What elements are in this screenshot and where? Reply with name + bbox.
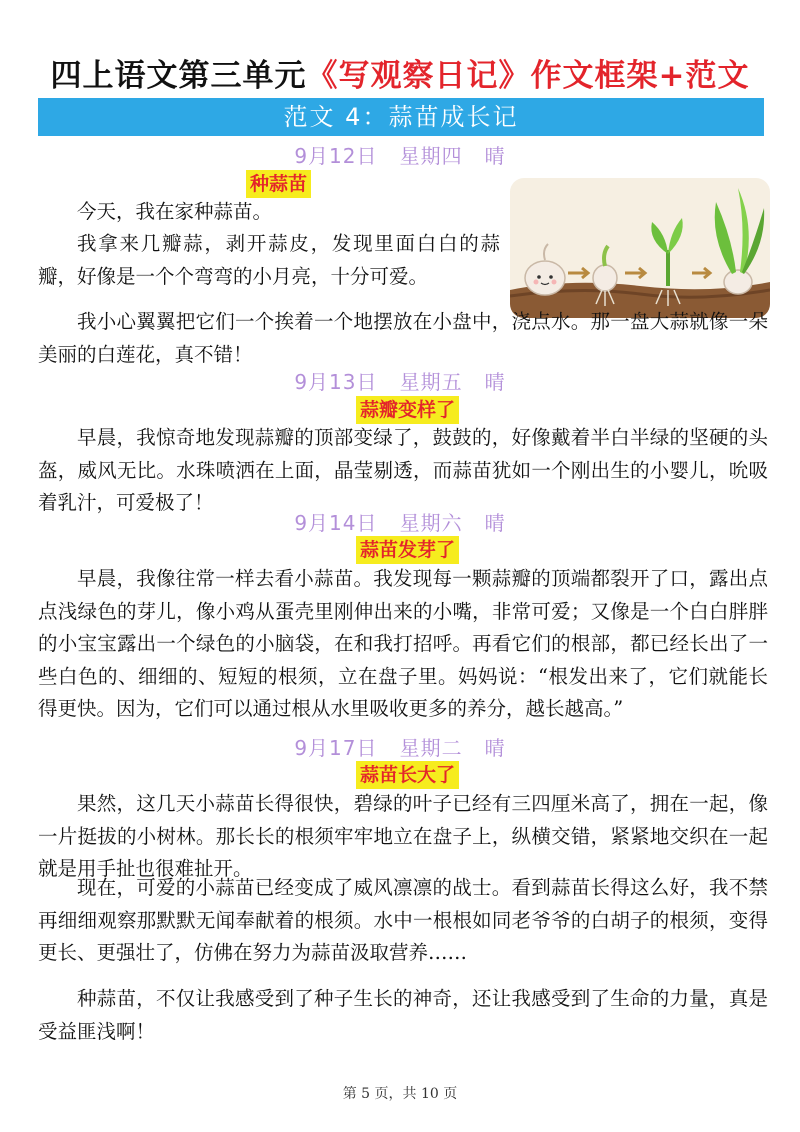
title-part-2: 《写观察日记》: [306, 58, 531, 94]
paragraph: 今天，我在家种蒜苗。: [77, 200, 273, 223]
paragraph: 现在，可爱的小蒜苗已经变成了威风凛凛的战士。看到蒜苗长得这么好，我不禁再细细观察那默默无闻奉献着的根须。水中一根根如同老爷爷的白胡子的根须，变得更长、更强壮了，仿佛在努力为蒜苗汲取营养……: [38, 876, 768, 964]
paragraph: 果然，这几天小蒜苗长得很快，碧绿的叶子已经有三四厘米高了，拥在一起，像一片挺拔的小树林。那长长的根须牢牢地立在盘子上，纵横交错，紧紧地交织在一起就是用手扯也很难扯开。: [38, 792, 768, 880]
entry-date: 9月17日 星期二 晴: [294, 736, 506, 760]
paragraph: 我拿来几瓣蒜，剥开蒜皮，发现里面白白的蒜瓣，好像是一个个弯弯的小月亮，十分可爱。: [38, 232, 500, 288]
entry-heading: 蒜苗发芽了: [356, 536, 459, 564]
entry-heading: 蒜苗长大了: [356, 761, 459, 789]
entry-date: 9月14日 星期六 晴: [294, 511, 506, 535]
title-part-1: 四上语文第三单元: [50, 58, 307, 94]
entry-heading: 种蒜苗: [246, 170, 311, 198]
entry-date: 9月12日 星期四 晴: [294, 144, 506, 168]
page-title: [0, 50, 800, 95]
paragraph: 种蒜苗，不仅让我感受到了种子生长的神奇，还让我感受到了生命的力量，真是受益匪浅啊！: [38, 987, 768, 1043]
paragraph: 早晨，我像往常一样去看小蒜苗。我发现每一颗蒜瓣的顶端都裂开了口，露出点点浅绿色的芽儿，像小鸡从蛋壳里刚伸出来的小嘴，非常可爱；又像是一个白白胖胖的小宝宝露出一个绿色的小脑袋，在和我打招呼。再看它们的根部，都已经长出了一些白色的、细细的、短短的根须，立在盘子里。妈妈说：“根发出来了，它们就能长得更快。因为，它们可以通过根从水里吸收更多的养分，越长越高。”: [38, 567, 768, 720]
garlic-growth-illustration: [510, 178, 770, 318]
title-part-3: 作文框架+范文: [530, 58, 750, 94]
page-number: 第 5 页，共 10 页: [342, 1086, 458, 1102]
garlic-growth-icon: [510, 178, 770, 318]
entry-heading: 蒜瓣变样了: [356, 396, 459, 424]
entry-date: 9月13日 星期五 晴: [294, 370, 506, 394]
paragraph: 早晨，我惊奇地发现蒜瓣的顶部变绿了，鼓鼓的，好像戴着半白半绿的坚硬的头盔，威风无比。水珠喷洒在上面，晶莹剔透，而蒜苗犹如一个刚出生的小婴儿，吮吸着乳汁，可爱极了！: [38, 426, 768, 514]
paragraph: 我小心翼翼把它们一个挨着一个地摆放在小盘中，浇点水。那一盘大蒜就像一朵美丽的白莲花，真不错！: [38, 310, 768, 366]
essay-banner: 范文 4：蒜苗成长记: [38, 98, 764, 136]
